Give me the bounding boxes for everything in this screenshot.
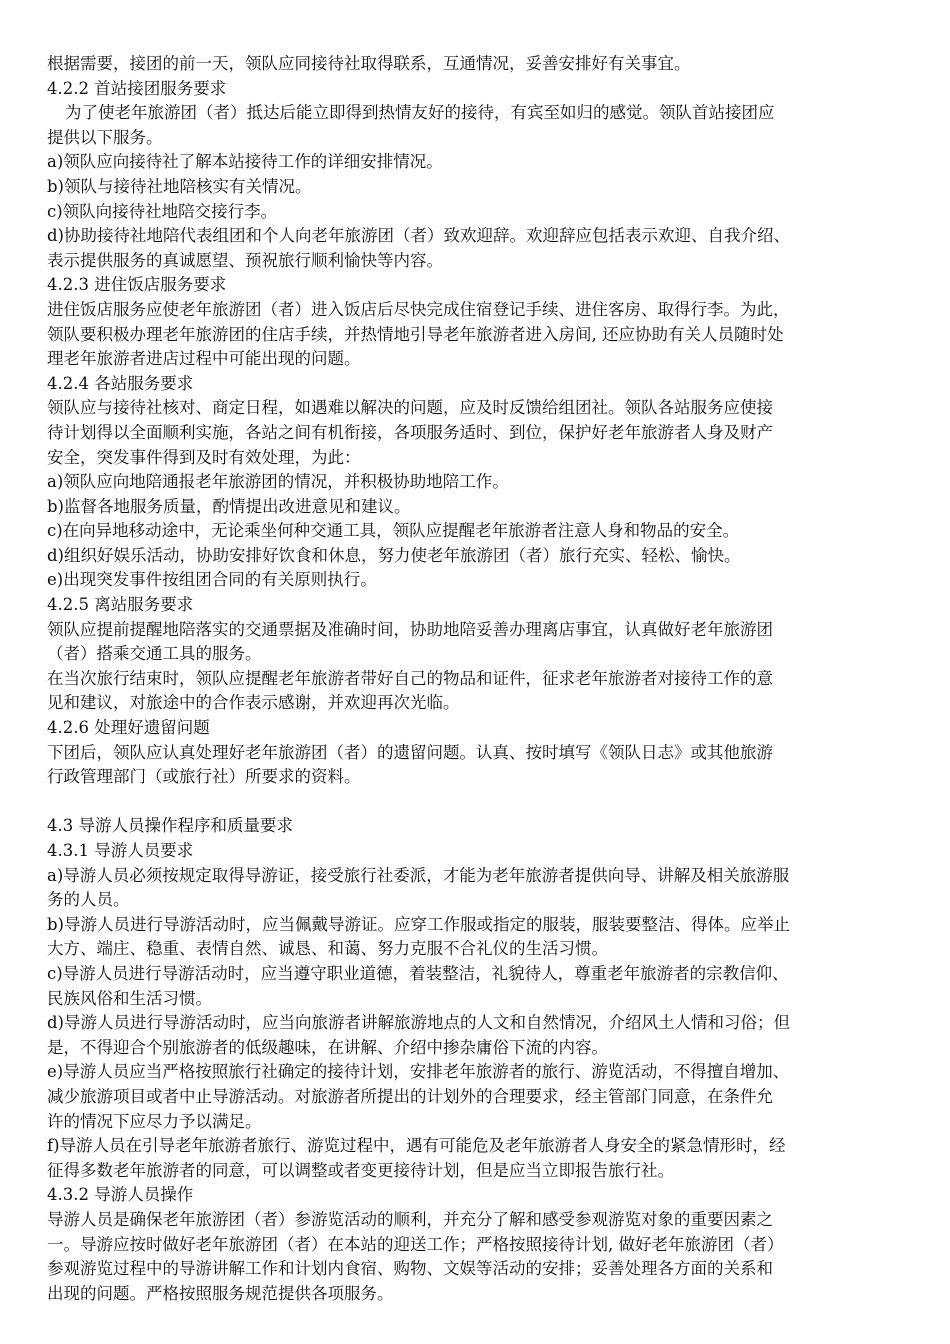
section-heading-4-3: 4.3 导游人员操作程序和质量要求	[47, 816, 293, 836]
blank-line	[47, 790, 907, 815]
paragraph-line: 安全，突发事件得到及时有效处理，为此：	[47, 447, 361, 467]
paragraph-line: 是，不得迎合个别旅游者的低级趣味，在讲解、介绍中掺杂庸俗下流的内容。	[47, 1037, 608, 1057]
paragraph-line: 领队要积极办理老年旅游团的住店手续，并热情地引导老年旅游者进入房间, 还应协助有关人员随时处	[47, 324, 784, 344]
paragraph-line: 根据需要，接团的前一天，领队应同接待社取得联系，互通情况，妥善安排好有关事宜。	[47, 54, 691, 73]
section-heading-4-2-4: 4.2.4 各站服务要求	[47, 373, 194, 393]
list-item: d)组织好娱乐活动，协助安排好饮食和休息，努力使老年旅游团（者）旅行充实、轻松、愉快。	[47, 545, 741, 565]
list-item: e)出现突发事件按组团合同的有关原则执行。	[47, 570, 377, 590]
list-item: b)领队与接待社地陪核实有关情况。	[47, 176, 312, 196]
paragraph-line: 务的人员。	[47, 890, 130, 910]
section-heading-4-2-2: 4.2.2 首站接团服务要求	[47, 78, 227, 98]
paragraph-line: （者）搭乘交通工具的服务。	[47, 644, 262, 664]
paragraph-line: 进住饭店服务应使老年旅游团（者）进入饭店后尽快完成住宿登记手续、进住客房、取得行李。为此，	[47, 299, 790, 319]
list-item: d)协助接待社地陪代表组团和个人向老年旅游团（者）致欢迎辞。欢迎辞应包括表示欢迎、自我介绍、	[47, 226, 790, 246]
paragraph-line: 征得多数老年旅游者的同意，可以调整或者变更接待计划，但是应当立即报告旅行社。	[47, 1160, 674, 1180]
list-item: a)导游人员必须按规定取得导游证，接受旅行社委派，才能为老年旅游者提供向导、讲解及相关旅游服	[47, 865, 790, 885]
paragraph-line: 见和建议，对旅途中的合作表示感谢，并欢迎再次光临。	[47, 693, 460, 713]
list-item: b)导游人员进行导游活动时，应当佩戴导游证。应穿工作服或指定的服装，服装要整洁、得体。应举止	[47, 914, 790, 934]
paragraph-line: 一。导游应按时做好老年旅游团（者）在本站的迎送工作；严格按照接待计划, 做好老年旅游团（者）	[47, 1234, 784, 1254]
paragraph-line: 领队应与接待社核对、商定日程，如遇难以解决的问题，应及时反馈给组团社。领队各站服务应使接	[47, 398, 773, 418]
paragraph-line: 参观游览过程中的导游讲解工作和计划内食宿、购物、文娱等活动的安排；妥善处理各方面的关系和	[47, 1259, 773, 1279]
list-item: c)导游人员进行导游活动时，应当遵守职业道德，着装整洁，礼貌待人，尊重老年旅游者的宗教信仰、	[47, 963, 789, 983]
section-heading-4-2-3: 4.2.3 进住饭店服务要求	[47, 275, 227, 295]
paragraph-line: 大方、端庄、稳重、表情自然、诚恳、和蔼、努力克服不合礼仪的生活习惯。	[47, 939, 608, 959]
paragraph-line: 出现的问题。严格按照服务规范提供各项服务。	[47, 1283, 394, 1303]
paragraph-line: 在当次旅行结束时，领队应提醒老年旅游者带好自己的物品和证件，征求老年旅游者对接待工作的意	[47, 668, 773, 688]
list-item: b)监督各地服务质量，酌情提出改进意见和建议。	[47, 496, 411, 516]
list-item: e)导游人员应当严格按照旅行社确定的接待计划，安排老年旅游者的旅行、游览活动，不得擅自增加、	[47, 1062, 790, 1082]
list-item: c)在向异地移动途中，无论乘坐何种交通工具，领队应提醒老年旅游者注意人身和物品的安全。	[47, 521, 740, 541]
section-heading-4-2-5: 4.2.5 离站服务要求	[47, 595, 194, 615]
list-item: a)领队应向接待社了解本站接待工作的详细安排情况。	[47, 152, 443, 172]
paragraph-line: 理老年旅游者进店过程中可能出现的问题。	[47, 349, 361, 369]
paragraph-line: 许的情况下应尽力予以满足。	[47, 1111, 262, 1131]
section-heading-4-2-6: 4.2.6 处理好遗留问题	[47, 718, 210, 738]
paragraph-line: 表示提供服务的真诚愿望、预祝旅行顺利愉快等内容。	[47, 250, 443, 270]
paragraph-line: 导游人员是确保老年旅游团（者）参游览活动的顺利，并充分了解和感受参观游览对象的重要因素之	[47, 1209, 773, 1229]
paragraph-line: 民族风俗和生活习惯。	[47, 988, 212, 1008]
list-item: d)导游人员进行导游活动时，应当向旅游者讲解旅游地点的人文和自然情况，介绍风土人情和习俗；但	[47, 1013, 790, 1033]
section-heading-4-3-2: 4.3.2 导游人员操作	[47, 1185, 194, 1205]
paragraph-line: 为了使老年旅游团（者）抵达后能立即得到热情友好的接待，有宾至如归的感觉。领队首站接团应	[65, 103, 775, 123]
paragraph-line: 下团后，领队应认真处理好老年旅游团（者）的遗留问题。认真、按时填写《领队日志》或其他旅游	[47, 742, 773, 762]
list-item: a)领队应向地陪通报老年旅游团的情况，并积极协助地陪工作。	[47, 472, 509, 492]
paragraph-line: 提供以下服务。	[47, 127, 163, 147]
list-item: f)导游人员在引导老年旅游者旅行、游览过程中，遇有可能危及老年旅游者人身安全的紧急情形时，经	[47, 1136, 786, 1156]
section-heading-4-3-1: 4.3.1 导游人员要求	[47, 841, 194, 860]
paragraph-line: 待计划得以全面顺利实施，各站之间有机衔接，各项服务适时、到位，保护好老年旅游者人身及财产	[47, 422, 773, 442]
paragraph-line: 领队应提前提醒地陪落实的交通票据及准确时间，协助地陪妥善办理离店事宜，认真做好老年旅游团	[47, 619, 773, 639]
paragraph-line: 减少旅游项目或者中止导游活动。对旅游者所提出的计划外的合理要求，经主管部门同意，在条件允	[47, 1086, 773, 1106]
document-page	[47, 52, 907, 1306]
list-item: c)领队向接待社地陪交接行李。	[47, 201, 278, 221]
paragraph-line: 行政管理部门（或旅行社）所要求的资料。	[47, 767, 361, 787]
